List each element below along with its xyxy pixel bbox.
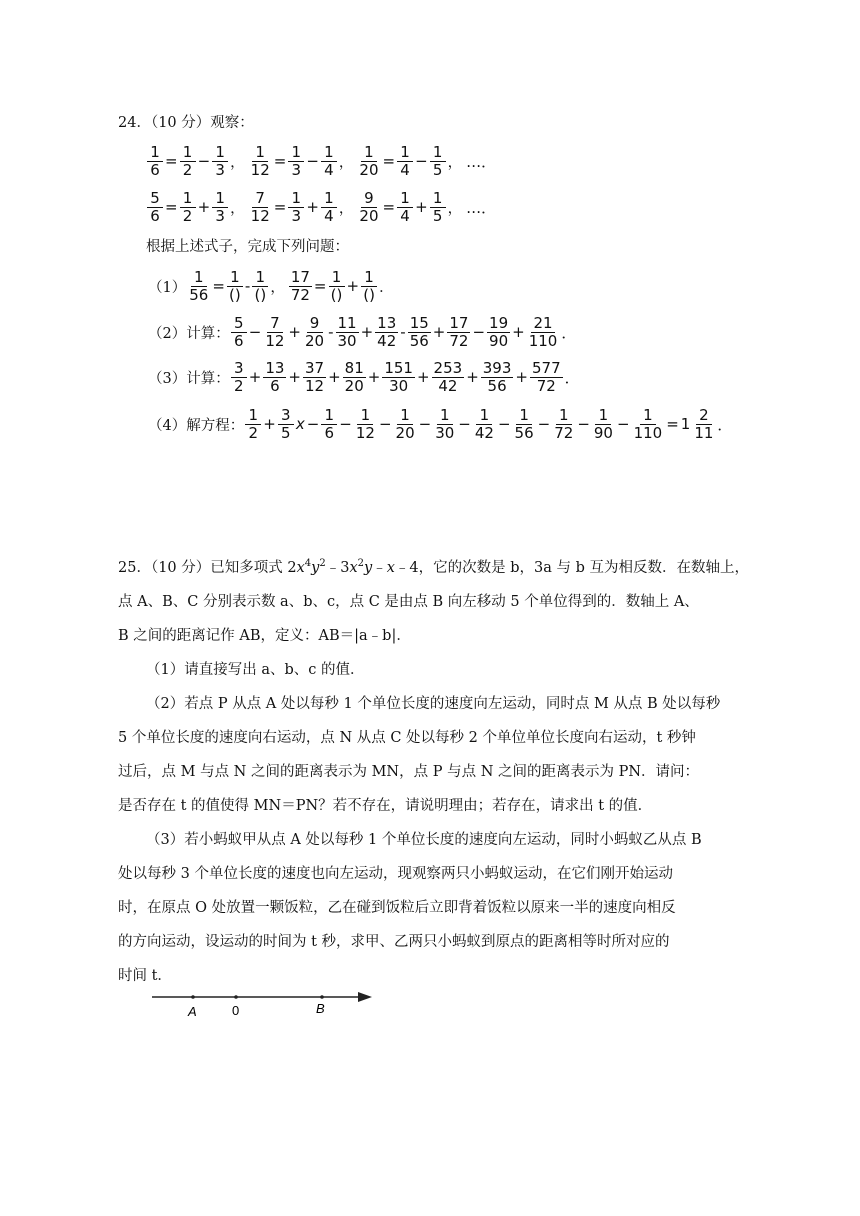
numerator: 13	[377, 313, 397, 332]
denominator: 90	[593, 423, 613, 442]
term-fraction	[375, 315, 398, 350]
separator: ，	[230, 200, 245, 217]
term-fraction	[408, 315, 431, 350]
denominator: ()	[330, 285, 343, 304]
numerator: 1	[212, 190, 228, 208]
operator: +	[328, 368, 341, 386]
term-fraction	[552, 407, 575, 442]
term-fraction	[245, 407, 261, 442]
numerator: 1	[252, 269, 268, 287]
denominator: 42	[438, 376, 458, 395]
q25-poly: $2x^4y^2﹣3x^2y﹣x﹣4$	[287, 558, 419, 576]
numerator: 1	[640, 407, 656, 425]
denominator: 56	[487, 376, 507, 395]
term-fraction	[473, 407, 496, 442]
numerator: 151	[384, 358, 413, 377]
operator: −	[537, 415, 551, 433]
numerator: 7	[252, 190, 268, 208]
operator: −	[458, 415, 471, 433]
denominator: 2	[182, 160, 193, 179]
operator: −	[418, 415, 432, 433]
denominator: 30	[435, 423, 455, 442]
lhs-fraction	[147, 144, 163, 179]
denominator: 4	[400, 160, 410, 179]
q24-header: 24．（10 分）观察：	[118, 115, 254, 131]
denominator: 56	[409, 331, 429, 350]
q25-text-line: 过后，点 M 与点 N 之间的距离表示为 MN，点 P 与点 N 之间的距离表示为 PN．请问：	[118, 764, 700, 780]
label-b: B	[316, 1001, 325, 1016]
equals-sign: =	[666, 415, 679, 433]
term-fraction	[180, 144, 196, 179]
denominator: 2	[182, 206, 193, 225]
numerator: 1	[252, 144, 268, 162]
numerator: 1	[321, 144, 337, 162]
term-fraction	[361, 269, 377, 304]
denominator: 90	[489, 331, 509, 350]
denominator: 6	[150, 160, 160, 179]
term-fraction	[343, 360, 366, 395]
denominator: 20	[304, 331, 325, 350]
term-fraction	[288, 190, 304, 225]
numerator: 17	[290, 267, 310, 286]
operator: −	[415, 152, 428, 170]
operator: -	[244, 277, 251, 295]
denominator: 12	[265, 331, 285, 350]
equals-sign: =	[313, 277, 327, 295]
rhs-fraction	[692, 407, 715, 442]
q24-intro: 根据上述式子，完成下列问题：	[146, 239, 349, 255]
numerator: 1	[437, 407, 453, 425]
denominator: 12	[250, 160, 270, 179]
separator: ，	[338, 154, 354, 171]
operator: +	[288, 323, 301, 341]
q24-part3	[148, 355, 581, 399]
numerator: 1	[191, 269, 207, 287]
denominator: ()	[229, 285, 241, 304]
numerator: 37	[304, 358, 325, 377]
part-label: （4）解方程：	[148, 417, 245, 434]
numerator: 17	[449, 313, 469, 332]
term-fraction	[397, 144, 413, 179]
numerator: 1	[245, 407, 261, 425]
operator: +	[416, 368, 430, 386]
label-a: A	[188, 1004, 197, 1019]
term-fraction	[336, 315, 359, 350]
q25-text-line: （2）若点 P 从点 A 处以每秒 1 个单位长度的速度向左运动，同时点 M 从点 B 处以每秒	[146, 696, 721, 712]
lhs-fraction	[289, 269, 312, 304]
numerator: 1	[329, 269, 345, 287]
equals-sign: =	[165, 152, 178, 170]
operator: −	[616, 415, 630, 433]
separator: ，	[447, 200, 463, 217]
term-fraction	[394, 407, 417, 442]
term-fraction	[432, 360, 465, 395]
term-fraction	[433, 407, 456, 442]
operator: +	[360, 323, 374, 341]
numerator: 1	[212, 144, 228, 162]
numerator: 1	[180, 144, 196, 162]
denominator: 2	[248, 423, 258, 442]
numerator: 21	[533, 313, 553, 332]
operator: +	[415, 198, 428, 216]
operator: −	[197, 152, 211, 170]
operator: -	[328, 323, 334, 341]
term-fraction	[530, 360, 563, 395]
denominator: ()	[254, 285, 267, 304]
term-fraction	[303, 360, 326, 395]
operator: +	[346, 277, 360, 295]
numerator: 1	[516, 407, 532, 425]
q25-text-line: （3）若小蚂蚁甲从点 A 处以每秒 1 个单位长度的速度向左运动，同时小蚂蚁乙从点 B	[146, 832, 702, 848]
point-b-dot	[320, 995, 324, 999]
operator: +	[263, 415, 276, 433]
denominator: 3	[215, 206, 225, 225]
denominator: 110	[528, 331, 558, 350]
denominator: 6	[270, 376, 280, 395]
numerator: 9	[361, 190, 377, 208]
separator: ，	[447, 154, 463, 171]
term-fraction	[180, 190, 196, 225]
term-fraction	[303, 315, 326, 350]
equals-sign: =	[273, 198, 287, 216]
operator: −	[497, 415, 511, 433]
lhs-fraction	[249, 190, 272, 225]
axis-arrow-icon	[358, 992, 372, 1002]
equals-sign: =	[165, 198, 178, 216]
q25-text-line: 处以每秒 3 个单位长度的速度也向左运动，现观察两只小蚂蚁运动，在它们刚开始运动	[118, 866, 673, 882]
operator: +	[248, 368, 262, 386]
term-fraction	[263, 315, 286, 350]
numerator: 19	[489, 313, 509, 332]
equals-sign: =	[273, 152, 287, 170]
rhs-integer: 1	[680, 415, 691, 433]
denominator: 6	[150, 206, 160, 225]
q25-text-line: 是否存在 t 的值使得 MN＝PN？若不存在，请说明理由；若存在，请求出 t 的值．	[118, 798, 653, 814]
equals-sign: =	[382, 198, 396, 216]
ellipsis: …．	[466, 198, 497, 217]
numerator: 1	[147, 144, 163, 162]
denominator: 5	[281, 423, 291, 442]
q25-text-line: 点 A、B、C 分别表示数 a、b、c，点 C 是由点 B 向左移动 5 个单位得到的．数轴上 A、	[118, 594, 699, 610]
denominator: 12	[355, 423, 375, 442]
label-o: 0	[232, 1003, 240, 1018]
q25-text-line: 的方向运动，设运动的时间为 t 秒，求甲、乙两只小蚂蚁到原点的距离相等时所对应的	[118, 934, 670, 950]
denominator: 72	[290, 285, 310, 304]
denominator: 4	[324, 160, 334, 179]
numerator: 253	[433, 358, 463, 377]
denominator: 72	[536, 376, 556, 395]
term-fraction	[430, 144, 446, 179]
part-label: （2）计算：	[148, 325, 230, 342]
numerator: 1	[321, 190, 337, 208]
numerator: 1	[595, 407, 611, 425]
separator: ．	[379, 279, 394, 296]
lhs-fraction	[187, 269, 210, 304]
term-fraction	[231, 315, 247, 350]
numerator: 1	[476, 407, 492, 425]
operator: -	[400, 323, 406, 341]
equals-sign: =	[382, 152, 396, 170]
denominator: 20	[395, 423, 415, 442]
operator: +	[512, 323, 525, 341]
numerator: 5	[147, 190, 163, 208]
term-fraction	[329, 269, 345, 304]
point-o-dot	[234, 995, 238, 999]
numerator: 3	[278, 407, 294, 425]
term-fraction	[227, 269, 243, 304]
part-label: （3）计算：	[148, 370, 230, 387]
operator: +	[466, 368, 479, 386]
numerator: 1	[430, 190, 446, 208]
denominator: ()	[363, 285, 375, 304]
numerator: 11	[337, 313, 357, 332]
equals-sign: =	[212, 277, 225, 295]
operator: −	[378, 415, 392, 433]
q24-part1	[148, 264, 397, 308]
numerator: 1	[180, 190, 196, 208]
numerator: 1	[397, 144, 413, 162]
denominator: 20	[359, 206, 379, 225]
lhs-fraction	[249, 144, 272, 179]
numerator: 15	[409, 313, 429, 332]
ellipsis: …．	[466, 152, 497, 171]
numerator: 1	[288, 144, 304, 162]
period: ．	[561, 323, 577, 342]
lhs-fraction	[357, 144, 380, 179]
term-fraction	[321, 144, 337, 179]
numerator: 81	[344, 358, 364, 377]
operator: −	[248, 323, 262, 341]
separator: ，	[230, 154, 245, 171]
operator: +	[306, 198, 319, 216]
variable-x: x	[295, 415, 305, 433]
denominator: 56	[514, 423, 534, 442]
term-fraction	[447, 315, 470, 350]
operator: +	[515, 368, 528, 386]
numerator: 5	[231, 315, 247, 333]
denominator: 12	[304, 376, 325, 395]
q24-part2	[148, 310, 577, 354]
term-fraction	[487, 315, 510, 350]
denominator: 20	[344, 376, 364, 395]
part-label: （1）	[148, 279, 187, 296]
q25-line1	[118, 551, 749, 585]
point-a-dot	[191, 995, 195, 999]
lhs-fraction	[357, 190, 380, 225]
term-fraction	[321, 190, 337, 225]
operator: −	[339, 415, 352, 433]
operator: +	[367, 368, 381, 386]
term-fraction	[382, 360, 415, 395]
term-fraction	[252, 269, 268, 304]
q25-text-line: B 之间的距离记作 AB，定义：AB＝|a﹣b|．	[118, 628, 411, 644]
numerator: 7	[267, 315, 283, 333]
term-fraction	[278, 407, 294, 442]
denominator: 2	[233, 376, 244, 395]
term-fraction	[288, 144, 304, 179]
denominator: 110	[633, 423, 663, 442]
q24-part4	[148, 402, 733, 446]
q25-text-line: 时，在原点 O 处放置一颗饭粒，乙在碰到饭粒后立即背着饭粒以原来一半的速度向相反	[118, 900, 676, 916]
operator: +	[288, 368, 301, 386]
numerator: 9	[307, 315, 323, 333]
numerator: 13	[265, 358, 285, 377]
lhs-fraction	[147, 190, 163, 225]
q25-text-line: （1）请直接写出 a、b、c 的值．	[146, 662, 365, 678]
q24-observe-row1	[146, 139, 497, 183]
denominator: 30	[389, 376, 409, 395]
term-fraction	[592, 407, 615, 442]
denominator: 42	[377, 331, 397, 350]
denominator: 6	[324, 423, 335, 442]
q25-line1-suffix: ，它的次数是 b，3a 与 b 互为相反数．在数轴上，	[418, 560, 750, 576]
denominator: 5	[432, 206, 443, 225]
denominator: 30	[337, 331, 357, 350]
denominator: 3	[215, 160, 225, 179]
term-fraction	[354, 407, 377, 442]
denominator: 56	[189, 285, 209, 304]
operator: −	[306, 415, 320, 433]
period: ．	[564, 368, 580, 387]
denominator: 5	[432, 160, 443, 179]
term-fraction	[231, 360, 247, 395]
numerator: 1	[227, 269, 243, 287]
separator: ，	[270, 279, 285, 296]
term-fraction	[527, 315, 560, 350]
numerator: 1	[397, 190, 413, 208]
q25-text-line: 时间 t．	[118, 968, 172, 984]
denominator: 4	[400, 206, 410, 225]
q25-text-line: 5 个单位长度的速度向右运动，点 N 从点 C 处以每秒 2 个单位单位长度向右运动，t 秒钟	[118, 730, 696, 746]
denominator: 20	[359, 160, 379, 179]
term-fraction	[212, 190, 228, 225]
period: ．	[717, 415, 733, 434]
operator: +	[432, 323, 446, 341]
number-line	[148, 985, 388, 1025]
numerator: 1	[357, 407, 373, 425]
operator: −	[306, 152, 319, 170]
denominator: 3	[291, 206, 302, 225]
term-fraction	[397, 190, 413, 225]
denominator: 4	[324, 206, 334, 225]
term-fraction	[263, 360, 286, 395]
numerator: 1	[430, 144, 446, 162]
numerator: 1	[321, 407, 337, 425]
term-fraction	[481, 360, 514, 395]
denominator: 6	[233, 331, 244, 350]
numerator: 2	[696, 407, 712, 425]
numerator: 1	[397, 407, 413, 425]
numerator: 577	[531, 358, 561, 377]
numerator: 393	[482, 358, 512, 377]
numerator: 1	[361, 269, 377, 287]
term-fraction	[430, 190, 446, 225]
separator: ，	[338, 200, 354, 217]
operator: −	[472, 323, 486, 341]
term-fraction	[321, 407, 337, 442]
q25-line1-prefix: 25．（10 分）已知多项式	[118, 560, 288, 576]
term-fraction	[212, 144, 228, 179]
denominator: 11	[694, 423, 714, 442]
denominator: 72	[554, 423, 574, 442]
denominator: 3	[291, 160, 302, 179]
numerator: 1	[288, 190, 304, 208]
operator: +	[197, 198, 211, 216]
q24-observe-row2	[146, 185, 497, 229]
term-fraction	[513, 407, 536, 442]
numerator: 1	[556, 407, 572, 425]
denominator: 72	[449, 331, 469, 350]
denominator: 12	[250, 206, 270, 225]
numerator: 3	[231, 360, 247, 378]
operator: −	[577, 415, 590, 433]
numerator: 1	[361, 144, 377, 162]
denominator: 42	[474, 423, 494, 442]
term-fraction	[632, 407, 665, 442]
